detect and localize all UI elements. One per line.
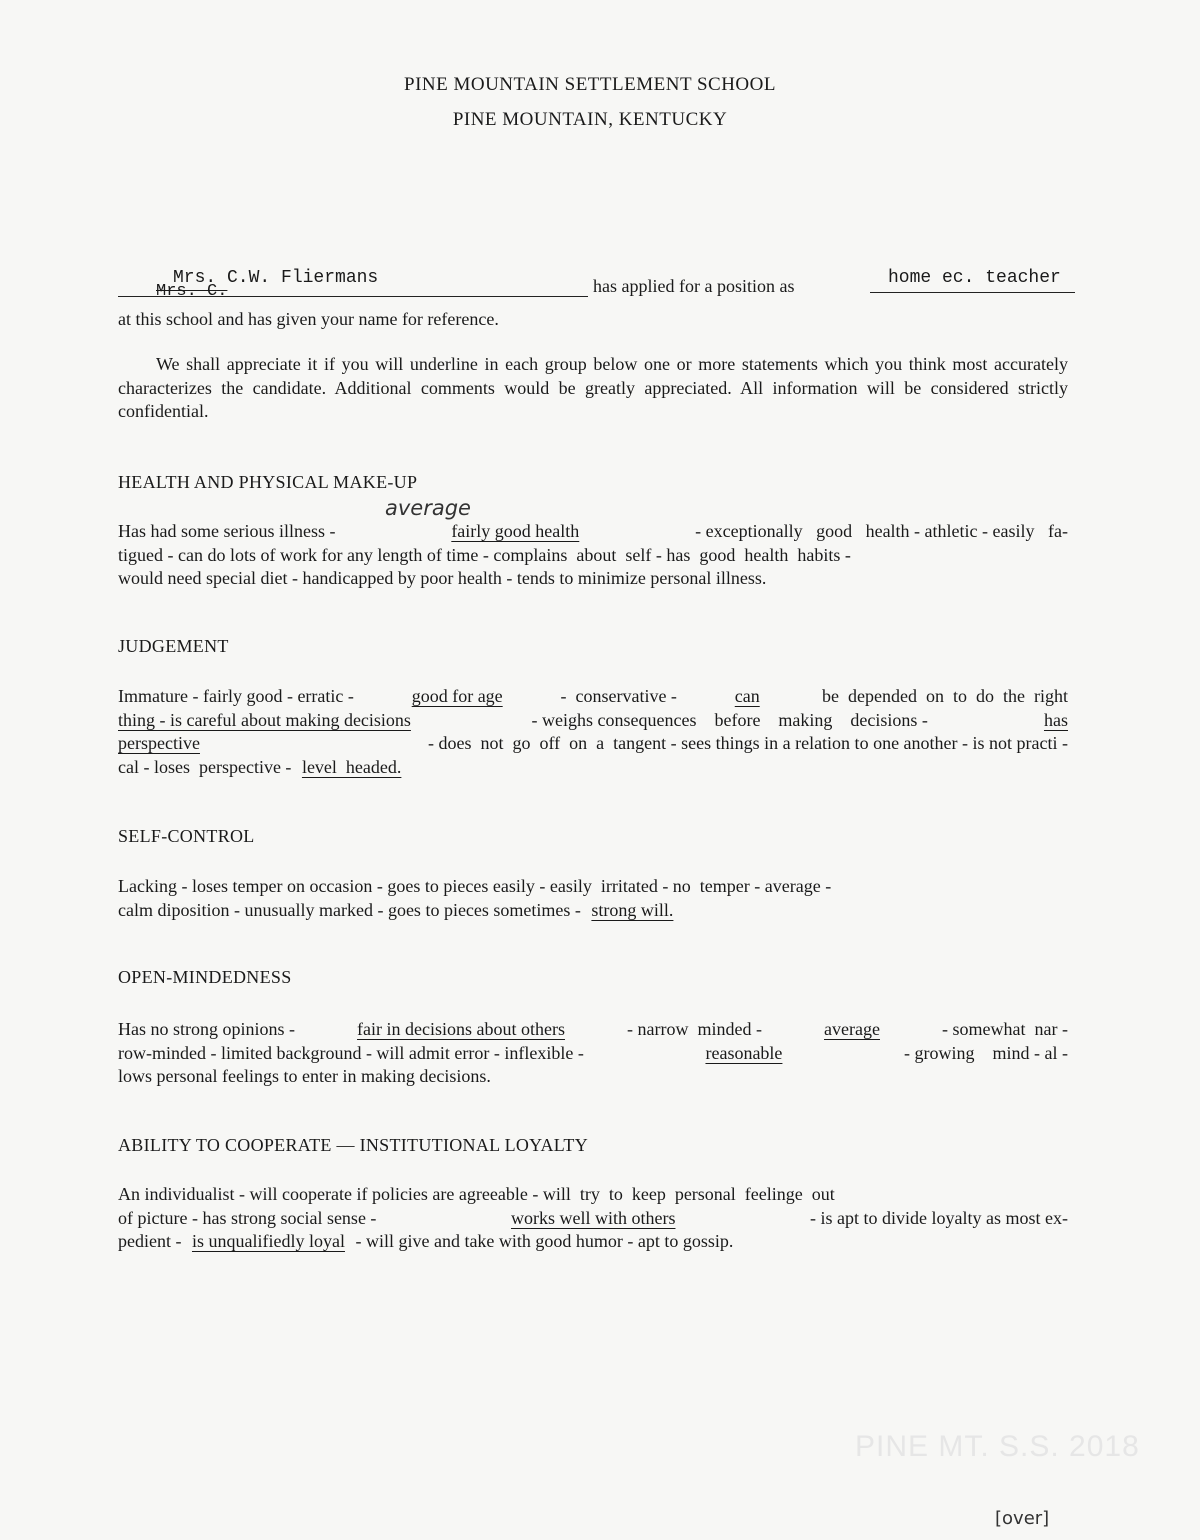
statement-text: would need special diet - handicapped by poor health - tends to minimize personal illness.: [118, 568, 767, 588]
applicant-name: Mrs. C.W. Fliermans: [173, 268, 379, 288]
section-heading: ABILITY TO COOPERATE — INSTITUTIONAL LOYALTY: [118, 1135, 589, 1155]
applicant-line: [118, 268, 1118, 302]
statement-line: [118, 1018, 1068, 1042]
section-heading: OPEN-MINDEDNESS: [118, 967, 292, 987]
underlined-statement: works well with others: [510, 1207, 676, 1228]
statement-text: tigued - can do lots of work for any length of time - complains about self - has good health habits -: [118, 544, 851, 565]
statement-line: [118, 685, 1068, 709]
statement-text: row-minded - limited background - will admit error - inflexible -: [118, 1042, 589, 1063]
statement-line: [118, 544, 1068, 568]
statement-text: - is apt to divide loyalty as most ex-: [805, 1207, 1068, 1228]
over-note: [over]: [995, 1508, 1050, 1529]
statement-text: calm diposition - unusually marked - goes to pieces sometimes -: [118, 899, 586, 920]
statement-line: [118, 875, 1068, 899]
applied-phrase: has applied for a position as: [593, 276, 795, 296]
statement-line: [118, 709, 1068, 733]
watermark: PINE MT. S.S. 2018: [855, 1430, 1140, 1463]
statement-text: Has had some serious illness -: [118, 521, 340, 541]
instructions: We shall appreciate it if you will underline in each group below one or more statements which you think most accurately characterizes the candidate. Additional comments would be greatly appreciated. All information will be considered strictly confidential.: [118, 354, 1068, 421]
underlined-statement: reasonable: [705, 1042, 783, 1063]
statement-line: [118, 732, 1068, 756]
statement-text: be depended on to do the right: [813, 686, 1068, 706]
statement-line: [118, 567, 1068, 591]
statement-line: [118, 1230, 1068, 1254]
statement-line: [118, 1207, 1068, 1231]
section-statements: [118, 875, 1068, 922]
statement-text: pedient -: [118, 1231, 186, 1251]
statement-line: [118, 1183, 1068, 1207]
statement-text: - does not go off on a tangent - sees things in a relation to one another - is not practi -: [423, 733, 1068, 753]
section-statements: [118, 520, 1068, 591]
section-statements: [118, 685, 1068, 779]
section-heading: JUDGEMENT: [118, 636, 229, 656]
statement-text: cal - loses perspective -: [118, 756, 296, 777]
statement-text: - weighs consequences before making decisions -: [522, 709, 933, 730]
underlined-statement: level headed.: [301, 756, 402, 777]
statement-text: - somewhat nar -: [937, 1019, 1068, 1039]
underlined-statement: has: [1043, 709, 1068, 730]
school-name: PINE MOUNTAIN SETTLEMENT SCHOOL: [404, 74, 776, 95]
statement-line: [118, 899, 1068, 923]
section-heading: SELF-CONTROL: [118, 826, 255, 846]
section-heading: HEALTH AND PHYSICAL MAKE-UP: [118, 472, 418, 492]
school-location: PINE MOUNTAIN, KENTUCKY: [452, 109, 728, 130]
handwritten-annotation: average: [385, 496, 471, 520]
underlined-statement: can: [734, 686, 760, 706]
statement-text: - conservative -: [555, 686, 682, 706]
statement-text: lows personal feelings to enter in making decisions.: [118, 1066, 491, 1086]
statement-text: Immature - fairly good - erratic -: [118, 686, 359, 706]
statement-line: [118, 1042, 1068, 1066]
position-blank: [870, 292, 1075, 293]
struck-name: Mrs. C.: [156, 282, 228, 301]
statement-text: - growing mind - al -: [899, 1042, 1068, 1063]
underlined-statement: good for age: [411, 686, 503, 706]
underlined-statement: is unqualifiedly loyal: [191, 1231, 345, 1251]
underlined-statement: fairly good health: [451, 521, 580, 541]
statement-text: - will give and take with good humor - apt to gossip.: [350, 1231, 734, 1251]
statement-line: [118, 756, 1068, 780]
underlined-statement: fair in decisions about others: [357, 1019, 565, 1039]
statement-text: - narrow minded -: [622, 1019, 767, 1039]
statement-text: Lacking - loses temper on occasion - goes to pieces easily - easily irritated - no temper - average -: [118, 876, 832, 896]
statement-text: An individualist - will cooperate if policies are agreeable - will try to keep personal feelinge out: [118, 1184, 835, 1204]
statement-text: of picture - has strong social sense -: [118, 1207, 381, 1228]
reference-line: at this school and has given your name for reference.: [118, 309, 499, 329]
section-statements: [118, 1183, 1068, 1254]
position-value: home ec. teacher: [888, 268, 1061, 288]
underlined-statement: thing - is careful about making decisions: [118, 709, 411, 730]
statement-text: Has no strong opinions -: [118, 1019, 300, 1039]
underlined-statement: strong will.: [591, 899, 674, 920]
section-statements: [118, 1018, 1068, 1089]
name-blank: [118, 296, 588, 297]
underlined-statement: perspective: [118, 733, 200, 753]
statement-line: [118, 1065, 1068, 1089]
statement-text: - exceptionally good health - athletic - easily fa-: [690, 521, 1068, 541]
statement-line: [118, 520, 1068, 544]
underlined-statement: average: [824, 1019, 880, 1039]
